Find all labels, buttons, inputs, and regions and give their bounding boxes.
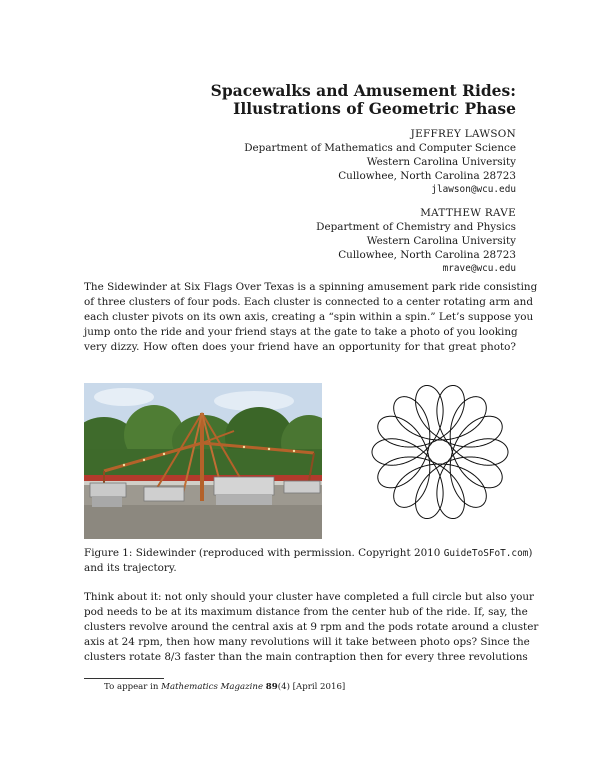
title-line-2: Illustrations of Geometric Phase [233, 99, 516, 118]
caption-line-2: and its trajectory. [84, 562, 177, 574]
footnote-journal: Mathematics Magazine [161, 682, 264, 692]
footnote-volume: 89 [265, 682, 278, 692]
body-paragraph [84, 590, 539, 665]
sidewinder-photo [84, 383, 322, 539]
text-line: pod needs to be at its maximum distance from the center hub of the ride. If, say, the [84, 606, 528, 618]
footnote-text: To appear in [104, 682, 162, 692]
caption-link-text: GuideToSFoT.com [443, 548, 529, 559]
text-line: jump onto the ride and your friend stays at the gate to take a photo of you looking [84, 326, 518, 338]
text-line: axis at 24 rpm, then how many revolutions will it take between photo ops? Since the [84, 636, 530, 648]
author-location: Cullowhee, North Carolina 28723 [338, 170, 516, 182]
author-block-2 [316, 206, 516, 276]
text-line: clusters revolve around the central axis at 9 rpm and the pods rotate around a cluster [84, 621, 539, 633]
author-department: Department of Chemistry and Physics [316, 221, 516, 233]
text-line: clusters rotate 8/3 faster than the main contraption then for every three revolutions [84, 651, 528, 663]
footnote-text: (4) [April 2016] [277, 682, 346, 692]
author-email: mrave@wcu.edu [442, 263, 516, 274]
author-email: jlawson@wcu.edu [431, 184, 516, 195]
title-line-1: Spacewalks and Amusement Rides: [210, 81, 516, 100]
caption-text: Figure 1: Sidewinder (reproduced with permission. Copyright 2010 [84, 547, 444, 559]
author-name: JEFFREY LAWSON [410, 128, 516, 140]
figure-caption [84, 546, 533, 576]
text-line: of three clusters of four pods. Each cluster is connected to a center rotating arm and [84, 296, 533, 308]
intro-paragraph [84, 280, 538, 355]
author-university: Western Carolina University [366, 156, 516, 168]
author-name: MATTHEW RAVE [420, 207, 516, 219]
footnote [104, 682, 345, 692]
author-department: Department of Mathematics and Computer Science [244, 142, 516, 154]
text-line: each cluster pivots on its own axis, creating a “spin within a spin.” Let’s suppose you [84, 311, 534, 323]
author-university: Western Carolina University [366, 235, 516, 247]
author-location: Cullowhee, North Carolina 28723 [338, 249, 516, 261]
paper-title [96, 82, 516, 118]
author-block-1 [244, 127, 516, 197]
text-line: The Sidewinder at Six Flags Over Texas is a spinning amusement park ride consisting [84, 281, 538, 293]
caption-text: ) [528, 547, 533, 559]
trajectory-diagram [370, 382, 510, 522]
text-line: Think about it: not only should your cluster have completed a full circle but also your [84, 591, 535, 603]
footnote-rule [84, 678, 164, 679]
trajectory-curve [372, 385, 508, 518]
caption-line-1 [84, 546, 533, 561]
text-line: very dizzy. How often does your friend have an opportunity for that great photo? [84, 341, 516, 353]
